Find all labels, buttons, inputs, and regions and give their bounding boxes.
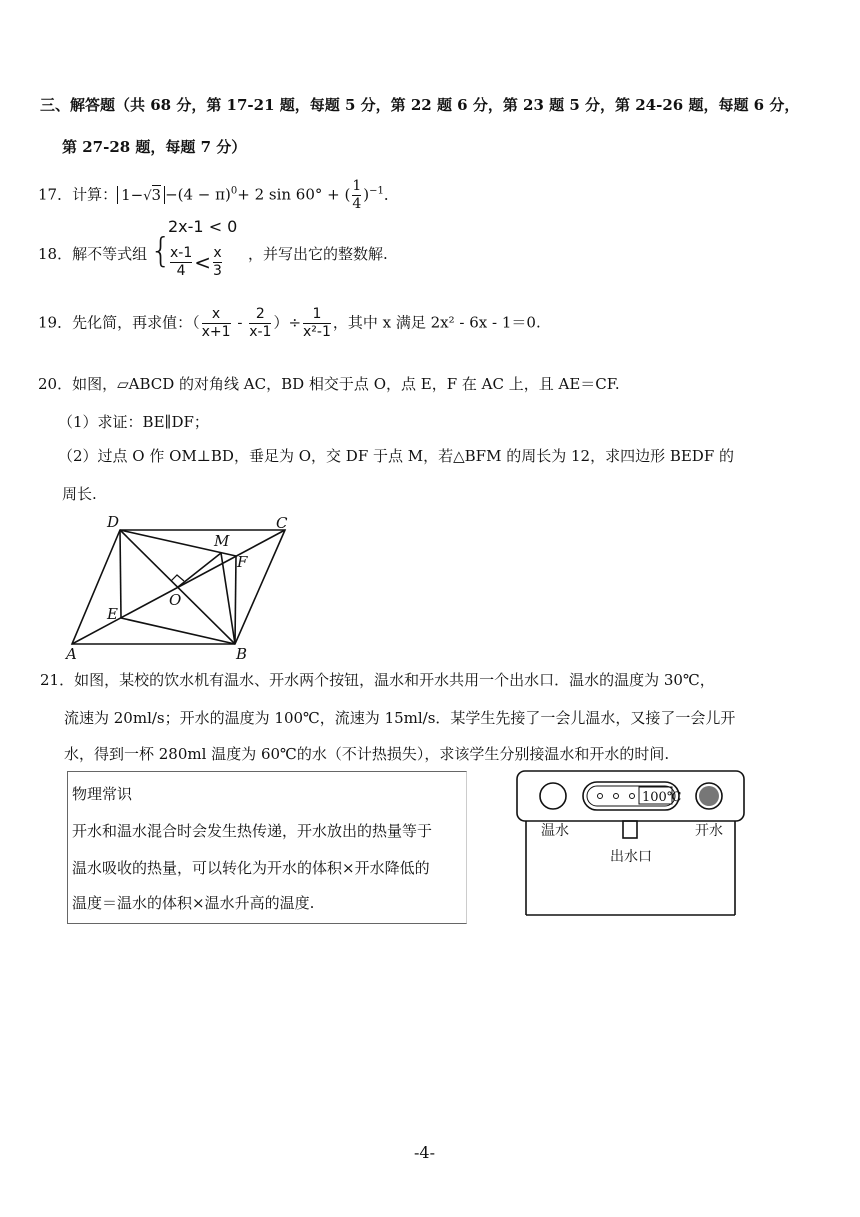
q17-part2: −(4 − π) <box>165 185 231 204</box>
label-d: D <box>107 513 120 531</box>
question-17: 17．计算： $1-√3 -(4 - \pi)^0+ 2$ sin 60° + ( $\frac{1}{4}$ )$^{-1}$． <box>38 178 399 212</box>
segment-mb <box>221 553 235 644</box>
physics-note-line1: 开水和温水混合时会发生热传递，开水放出的热量等于 <box>72 822 433 840</box>
outlet-label: 出水口 <box>610 849 652 865</box>
segment-de <box>120 530 121 618</box>
label-b: B <box>236 645 248 660</box>
q17-part3: + 2 sin 60° + ( <box>237 185 351 204</box>
label-m: M <box>214 532 230 550</box>
q18-inequality-1: 2x-1 < 0 <box>168 217 238 236</box>
segment-eb <box>121 618 235 644</box>
brace-icon: { <box>150 231 172 271</box>
warm-water-label: 温水 <box>541 823 569 839</box>
temperature-display: 100℃ <box>642 790 682 805</box>
question-19: 19．先化简，再求值：（ $\frac{x}{x+1}$ - $\frac{2}{x-1}$ ）÷ $\frac{1}{\text{x²-1}}$ ，其中 x 满足 2x² - 6x - 1＝0. <box>38 306 541 340</box>
section-header-line2: 第 27-28 题，每题 7 分） <box>62 138 247 156</box>
label-o: O <box>169 591 182 609</box>
label-a: A <box>66 645 77 660</box>
q17-abs-expression: 1−√3 <box>117 186 165 204</box>
page-number: -4- <box>414 1143 435 1162</box>
q19-fraction-3: $\frac{1}{\text{x²-1}}$ <box>303 306 331 340</box>
label-f: F <box>237 553 248 571</box>
q17-number: 17． <box>38 185 73 204</box>
q18-label: 18．解不等式组 <box>38 245 148 263</box>
physics-note-line3: 温度＝温水的体积×温水升高的温度. <box>72 894 315 912</box>
label-e: E <box>107 605 118 623</box>
warm-water-button <box>540 783 566 809</box>
q20-part2-end: 周长. <box>62 485 97 503</box>
section-header-line1: 三、解答题（共 68 分，第 17-21 题，每题 5 分，第 22 题 6 分，第 23 题 5 分，第 24-26 题，每题 6 分， <box>40 96 800 114</box>
hot-water-button <box>699 786 719 806</box>
q19-fraction-2: $\frac{2}{x-1}$ <box>249 306 272 340</box>
physics-note-line2: 温水吸收的热量，可以转化为开水的体积×开水降低的 <box>72 859 430 877</box>
q21-line1: 21．如图，某校的饮水机有温水、开水两个按钮，温水和开水共用一个出水口．温水的温度为 30℃， <box>40 671 715 689</box>
physics-note-box <box>67 771 467 924</box>
q20-line1: 20．如图，▱ABCD 的对角线 AC，BD 相交于点 O，点 E，F 在 AC 上，且 AE＝CF. <box>38 375 620 393</box>
q21-line2: 流速为 20ml/s；开水的温度为 100℃，流速为 15ml/s．某学生先接了一会儿温水，又接了一会儿开 <box>64 709 736 727</box>
segment-fb <box>235 556 236 644</box>
water-dispenser-figure <box>515 768 750 920</box>
right-angle-mark <box>171 575 184 581</box>
q18-suffix: ，并写出它的整数解. <box>248 245 388 263</box>
parallelogram-figure <box>60 510 305 660</box>
q21-line3: 水，得到一杯 280ml 温度为 60℃的水（不计热损失），求该学生分别接温水和开水的时间. <box>64 745 670 763</box>
hot-water-label: 开水 <box>695 823 723 839</box>
water-outlet <box>623 821 637 838</box>
q19-fraction-1: $\frac{x}{x+1}$ <box>201 306 231 340</box>
q18-inequality-2: $\frac{x-1}{4}$ < $\frac{x}{3}$ <box>170 245 222 279</box>
label-c: C <box>276 514 288 532</box>
physics-note-title: 物理常识 <box>72 785 133 803</box>
segment-om <box>178 553 221 587</box>
q17-prefix: 计算： <box>72 185 118 204</box>
q17-fraction: $\frac{1}{4}$ <box>352 178 362 212</box>
q20-part1: （1）求证：BE∥DF； <box>58 413 209 431</box>
q20-part2: （2）过点 O 作 OM⊥BD，垂足为 O，交 DF 于点 M，若△BFM 的周长为 12，求四边形 BEDF 的 <box>58 447 735 465</box>
